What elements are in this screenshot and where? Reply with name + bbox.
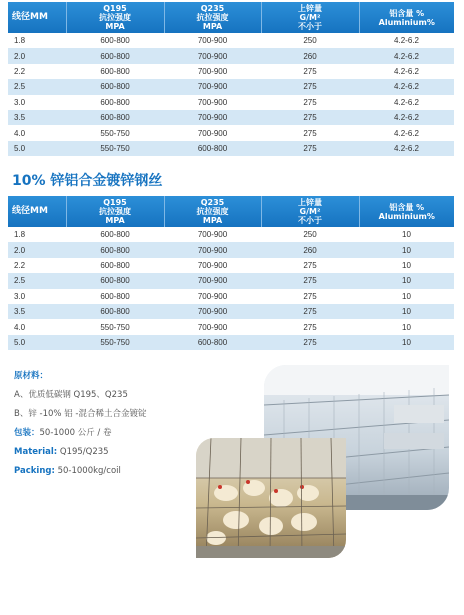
cell-q195-tensile: 600-800: [66, 258, 164, 273]
packing-en-line: [14, 462, 204, 481]
table-row: [8, 64, 454, 79]
cell-zinc-coating: 275: [261, 125, 359, 140]
material-en-line: [14, 443, 204, 462]
cell-q235-tensile: 700-900: [164, 95, 261, 110]
cell-aluminium-content: 10: [359, 273, 454, 288]
table-row: [8, 141, 454, 156]
cell-q195-tensile: 600-800: [66, 304, 164, 319]
table-row: [8, 289, 454, 304]
cell-zinc-coating: 275: [261, 64, 359, 79]
cell-q195-tensile: 600-800: [66, 64, 164, 79]
cell-aluminium-content: 10: [359, 319, 454, 334]
table-row: [8, 95, 454, 110]
cell-zinc-coating: 275: [261, 304, 359, 319]
cell-zinc-coating: 260: [261, 48, 359, 63]
table-header-row: [8, 2, 454, 33]
cell-aluminium-content: 4.2-6.2: [359, 79, 454, 94]
raw-material-line-a: A、优质低碳钢 Q195、Q235: [14, 390, 128, 400]
cell-aluminium-content: 4.2-6.2: [359, 33, 454, 48]
cell-wire-diameter: 2.5: [8, 273, 66, 288]
table-row: [8, 273, 454, 288]
cell-wire-diameter: 5.0: [8, 141, 66, 156]
cell-aluminium-content: 10: [359, 304, 454, 319]
cell-q235-tensile: 700-900: [164, 48, 261, 63]
cell-q235-tensile: 700-900: [164, 64, 261, 79]
cell-zinc-coating: 275: [261, 258, 359, 273]
section-title: 10% 锌铝合金镀锌钢丝: [12, 173, 163, 189]
cell-q235-tensile: 700-900: [164, 319, 261, 334]
cell-wire-diameter: 4.0: [8, 125, 66, 140]
table-row: [8, 258, 454, 273]
cell-q235-tensile: 700-900: [164, 110, 261, 125]
cell-wire-diameter: 5.0: [8, 335, 66, 350]
cell-wire-diameter: 3.5: [8, 110, 66, 125]
cell-wire-diameter: 4.0: [8, 319, 66, 334]
cell-zinc-coating: 275: [261, 79, 359, 94]
cell-wire-diameter: 2.2: [8, 64, 66, 79]
cell-aluminium-content: 4.2-6.2: [359, 95, 454, 110]
cell-q195-tensile: 600-800: [66, 242, 164, 257]
materials-block: [14, 367, 204, 481]
cell-aluminium-content: 10: [359, 258, 454, 273]
cell-q235-tensile: 700-900: [164, 125, 261, 140]
cell-q235-tensile: 700-900: [164, 289, 261, 304]
cell-wire-diameter: 3.0: [8, 95, 66, 110]
cell-q235-tensile: 700-900: [164, 33, 261, 48]
packing-cn-label: 包装：: [14, 428, 40, 438]
cell-zinc-coating: 275: [261, 141, 359, 156]
raw-material-line-b: B、锌 -10% 铝 -混合稀土合金镀锭: [14, 409, 147, 419]
cell-q195-tensile: 550-750: [66, 319, 164, 334]
header-q235-tensile: Q235 抗拉强度 MPA: [164, 196, 261, 227]
cell-q195-tensile: 550-750: [66, 141, 164, 156]
cell-aluminium-content: 10: [359, 242, 454, 257]
cell-zinc-coating: 275: [261, 110, 359, 125]
cell-q235-tensile: 700-900: [164, 304, 261, 319]
cell-q195-tensile: 600-800: [66, 95, 164, 110]
material-en-value: Q195/Q235: [59, 447, 109, 457]
cell-q235-tensile: 700-900: [164, 258, 261, 273]
cell-q195-tensile: 600-800: [66, 289, 164, 304]
cell-q235-tensile: 700-900: [164, 273, 261, 288]
header-zinc-coating: 上锌量 G/M² 不小于: [261, 2, 359, 33]
cell-q195-tensile: 600-800: [66, 48, 164, 63]
packing-en-value: 50-1000kg/coil: [57, 466, 121, 476]
cell-aluminium-content: 4.2-6.2: [359, 141, 454, 156]
header-aluminium-content: 铝含量 % Aluminium%: [359, 2, 454, 33]
cell-q195-tensile: 550-750: [66, 125, 164, 140]
header-wire-diameter: 线径MM: [8, 196, 66, 227]
table-row: [8, 125, 454, 140]
table-row: [8, 227, 454, 242]
spec-table-2: [8, 196, 454, 350]
cell-zinc-coating: 275: [261, 289, 359, 304]
cell-aluminium-content: 4.2-6.2: [359, 110, 454, 125]
cell-zinc-coating: 275: [261, 273, 359, 288]
packing-cn-value: 50-1000 公斤 / 卷: [39, 428, 112, 438]
cell-wire-diameter: 1.8: [8, 33, 66, 48]
cell-q195-tensile: 600-800: [66, 227, 164, 242]
packing-cn-line: [14, 424, 204, 443]
table-row: [8, 79, 454, 94]
packing-en-label: Packing:: [14, 466, 55, 476]
table-row: [8, 335, 454, 350]
cell-aluminium-content: 10: [359, 227, 454, 242]
cell-zinc-coating: 275: [261, 335, 359, 350]
header-q195-tensile: Q195 抗拉强度 MPA: [66, 196, 164, 227]
cell-wire-diameter: 3.5: [8, 304, 66, 319]
cell-zinc-coating: 275: [261, 319, 359, 334]
spec-table-1: [8, 2, 454, 156]
cell-q195-tensile: 600-800: [66, 110, 164, 125]
cell-wire-diameter: 2.0: [8, 242, 66, 257]
header-q195-tensile: Q195 抗拉强度 MPA: [66, 2, 164, 33]
cell-aluminium-content: 4.2-6.2: [359, 48, 454, 63]
header-zinc-coating: 上锌量 G/M² 不小于: [261, 196, 359, 227]
cell-aluminium-content: 4.2-6.2: [359, 125, 454, 140]
raw-material-heading: 原材料：: [14, 371, 49, 381]
table-row: [8, 242, 454, 257]
cell-q235-tensile: 600-800: [164, 335, 261, 350]
cell-zinc-coating: 260: [261, 242, 359, 257]
table-row: [8, 110, 454, 125]
cell-q235-tensile: 700-900: [164, 79, 261, 94]
table-row: [8, 304, 454, 319]
cell-zinc-coating: 275: [261, 95, 359, 110]
cell-q235-tensile: 600-800: [164, 141, 261, 156]
cell-q195-tensile: 550-750: [66, 335, 164, 350]
header-wire-diameter: 线径MM: [8, 2, 66, 33]
material-en-label: Material:: [14, 447, 58, 457]
cell-wire-diameter: 2.0: [8, 48, 66, 63]
cell-wire-diameter: 1.8: [8, 227, 66, 242]
table-row: [8, 319, 454, 334]
cell-q195-tensile: 600-800: [66, 273, 164, 288]
cell-wire-diameter: 2.2: [8, 258, 66, 273]
cell-q195-tensile: 600-800: [66, 79, 164, 94]
cell-wire-diameter: 2.5: [8, 79, 66, 94]
cell-q235-tensile: 700-900: [164, 242, 261, 257]
table-row: [8, 48, 454, 63]
table-row: [8, 33, 454, 48]
cell-aluminium-content: 4.2-6.2: [359, 64, 454, 79]
chicken-cage-photo: [196, 438, 346, 558]
cell-q235-tensile: 700-900: [164, 227, 261, 242]
cell-zinc-coating: 250: [261, 227, 359, 242]
cell-zinc-coating: 250: [261, 33, 359, 48]
cell-q195-tensile: 600-800: [66, 33, 164, 48]
header-q235-tensile: Q235 抗拉强度 MPA: [164, 2, 261, 33]
header-aluminium-content: 铝含量 % Aluminium%: [359, 196, 454, 227]
table-header-row: [8, 196, 454, 227]
cell-aluminium-content: 10: [359, 335, 454, 350]
cell-aluminium-content: 10: [359, 289, 454, 304]
cell-wire-diameter: 3.0: [8, 289, 66, 304]
